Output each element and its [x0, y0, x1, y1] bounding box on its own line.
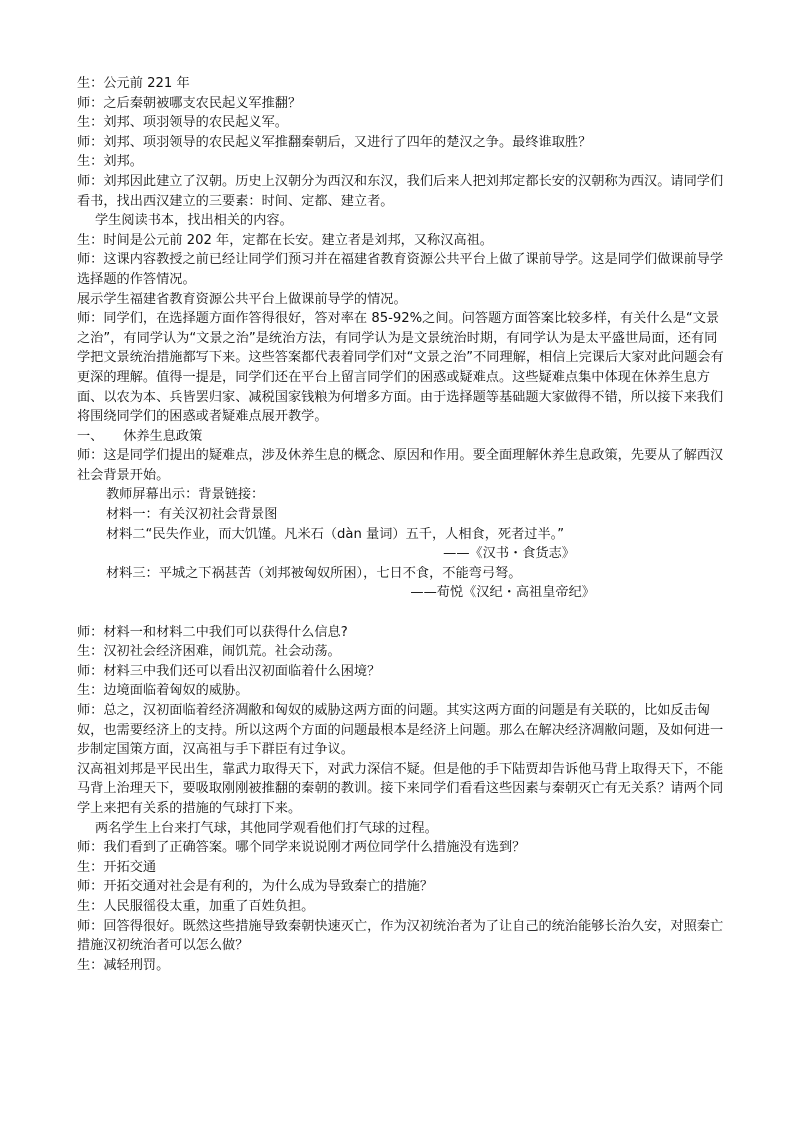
paragraph: 师：材料一和材料二中我们可以获得什么信息?	[77, 624, 348, 640]
paragraph: 师：刘邦、项羽领导的农民起义军推翻秦朝后，又进行了四年的楚汉之争。最终谁取胜？	[77, 134, 592, 150]
citation: ——荀悦《汉纪・高祖皇帝纪》	[410, 585, 595, 601]
document-body	[77, 74, 725, 975]
paragraph: 师：回答得很好。既然这些措施导致秦朝快速灭亡，作为汉初统治者为了让自己的统治能够长治久安，对照秦亡措施汉初统治者可以怎么做？	[77, 918, 724, 954]
paragraph: 汉高祖刘邦是平民出生，靠武力取得天下，对武力深信不疑。但是他的手下陆贾却告诉他马背上取得天下，不能马背上治理天下，要吸取刚刚被推翻的秦朝的教训。接下来同学们看看这些因素与秦朝灭亡有无关系？请两个同学上来把有关系的措施的气球打下来。	[77, 761, 724, 816]
paragraph: 生：公元前 221 年	[77, 76, 190, 91]
paragraph: 教师屏幕出示：背景链接：	[106, 487, 265, 503]
paragraph: 师：开拓交通对社会是有利的，为什么成为导致秦亡的措施？	[77, 879, 434, 895]
paragraph: 生：刘邦、项羽领导的农民起义军。	[77, 115, 288, 131]
paragraph: 师：这是同学们提出的疑难点，涉及休养生息的概念、原因和作用。要全面理解休养生息政策，先要从了解西汉社会背景开始。	[77, 448, 724, 483]
paragraph: 生：时间是公元前 202 年，定都在长安。建立者是刘邦，又称汉高祖。	[77, 232, 493, 248]
paragraph: 师：同学们，在选择题方面作答得很好，答对率在 85-92%之间。问答题方面答案比较多样，有关什么是“文景之治”，有同学认为“文景之治”是统治方法，有同学认为是文景统治时期，有同学认为是太平盛世局面，还有同学把文景统治措施都写下来。这些答案都代表着同学们对“文景之治”不同理解，相信上完课后大家对此问题会有更深的理解。值得一提是，同学们还在平台上留言同学们的困惑或疑难点。这些疑难点集中体现在休养生息方面、以农为本、兵皆罢归家、减税国家钱粮为何增多方面。由于选择题等基础题大家做得不错，所以接下来我们将围绕同学们的困惑或者疑难点展开教学。	[77, 311, 724, 425]
paragraph: 师：我们看到了正确答案。哪个同学来说说刚才两位同学什么措施没有选到？	[77, 840, 526, 856]
paragraph: 展示学生福建省教育资源公共平台上做课前导学的情况。	[77, 291, 407, 307]
paragraph: 师：总之，汉初面临着经济凋敝和匈奴的威胁这两方面的问题。其实这两方面的问题是有关联的，比如反击匈奴，也需要经济上的支持。所以这两个方面的问题最根本是经济上问题。那么在解决经济凋敝问题，及如何进一步制定国策方面，汉高祖与手下群臣有过争议。	[77, 703, 724, 758]
paragraph: 学生阅读书本，找出相关的内容。	[95, 213, 293, 229]
material-item: 材料三：平城之下祸甚苦（刘邦被匈奴所困），七日不食，不能弯弓弩。	[106, 565, 522, 581]
paragraph: 生：边境面临着匈奴的威胁。	[77, 683, 249, 699]
paragraph: 师：刘邦因此建立了汉朝。历史上汉朝分为西汉和东汉，我们后来人把刘邦定都长安的汉朝称为西汉。请同学们看书，找出西汉建立的三要素：时间、定都、建立者。	[77, 173, 724, 209]
citation: ——《汉书・食货志》	[443, 546, 575, 562]
paragraph: 师：之后秦朝被哪支农民起义军推翻？	[77, 95, 302, 111]
paragraph: 生：汉初社会经济困难，闹饥荒。社会动荡。	[77, 644, 341, 660]
paragraph: 生：人民服徭役太重，加重了百姓负担。	[77, 898, 315, 914]
paragraph: 师：材料三中我们还可以看出汉初面临着什么困境？	[77, 663, 381, 679]
paragraph: 生：减轻刑罚。	[77, 957, 170, 973]
section-heading: 一、 休养生息政策	[77, 428, 203, 444]
paragraph: 生：刘邦。	[77, 154, 143, 170]
paragraph: 师：这课内容教授之前已经让同学们预习并在福建省教育资源公共平台上做了课前导学。这是同学们做课前导学选择题的作答情况。	[77, 252, 724, 287]
blank-line	[77, 603, 725, 623]
paragraph: 两名学生上台来打气球，其他同学观看他们打气球的过程。	[95, 820, 438, 836]
material-item: 材料一：有关汉初社会背景图	[106, 507, 278, 523]
material-item: 材料二“民失作业，而大饥馑。凡米石（dàn 量词）五千，人相食，死者过半。”	[106, 526, 565, 542]
paragraph: 生：开拓交通	[77, 859, 157, 875]
